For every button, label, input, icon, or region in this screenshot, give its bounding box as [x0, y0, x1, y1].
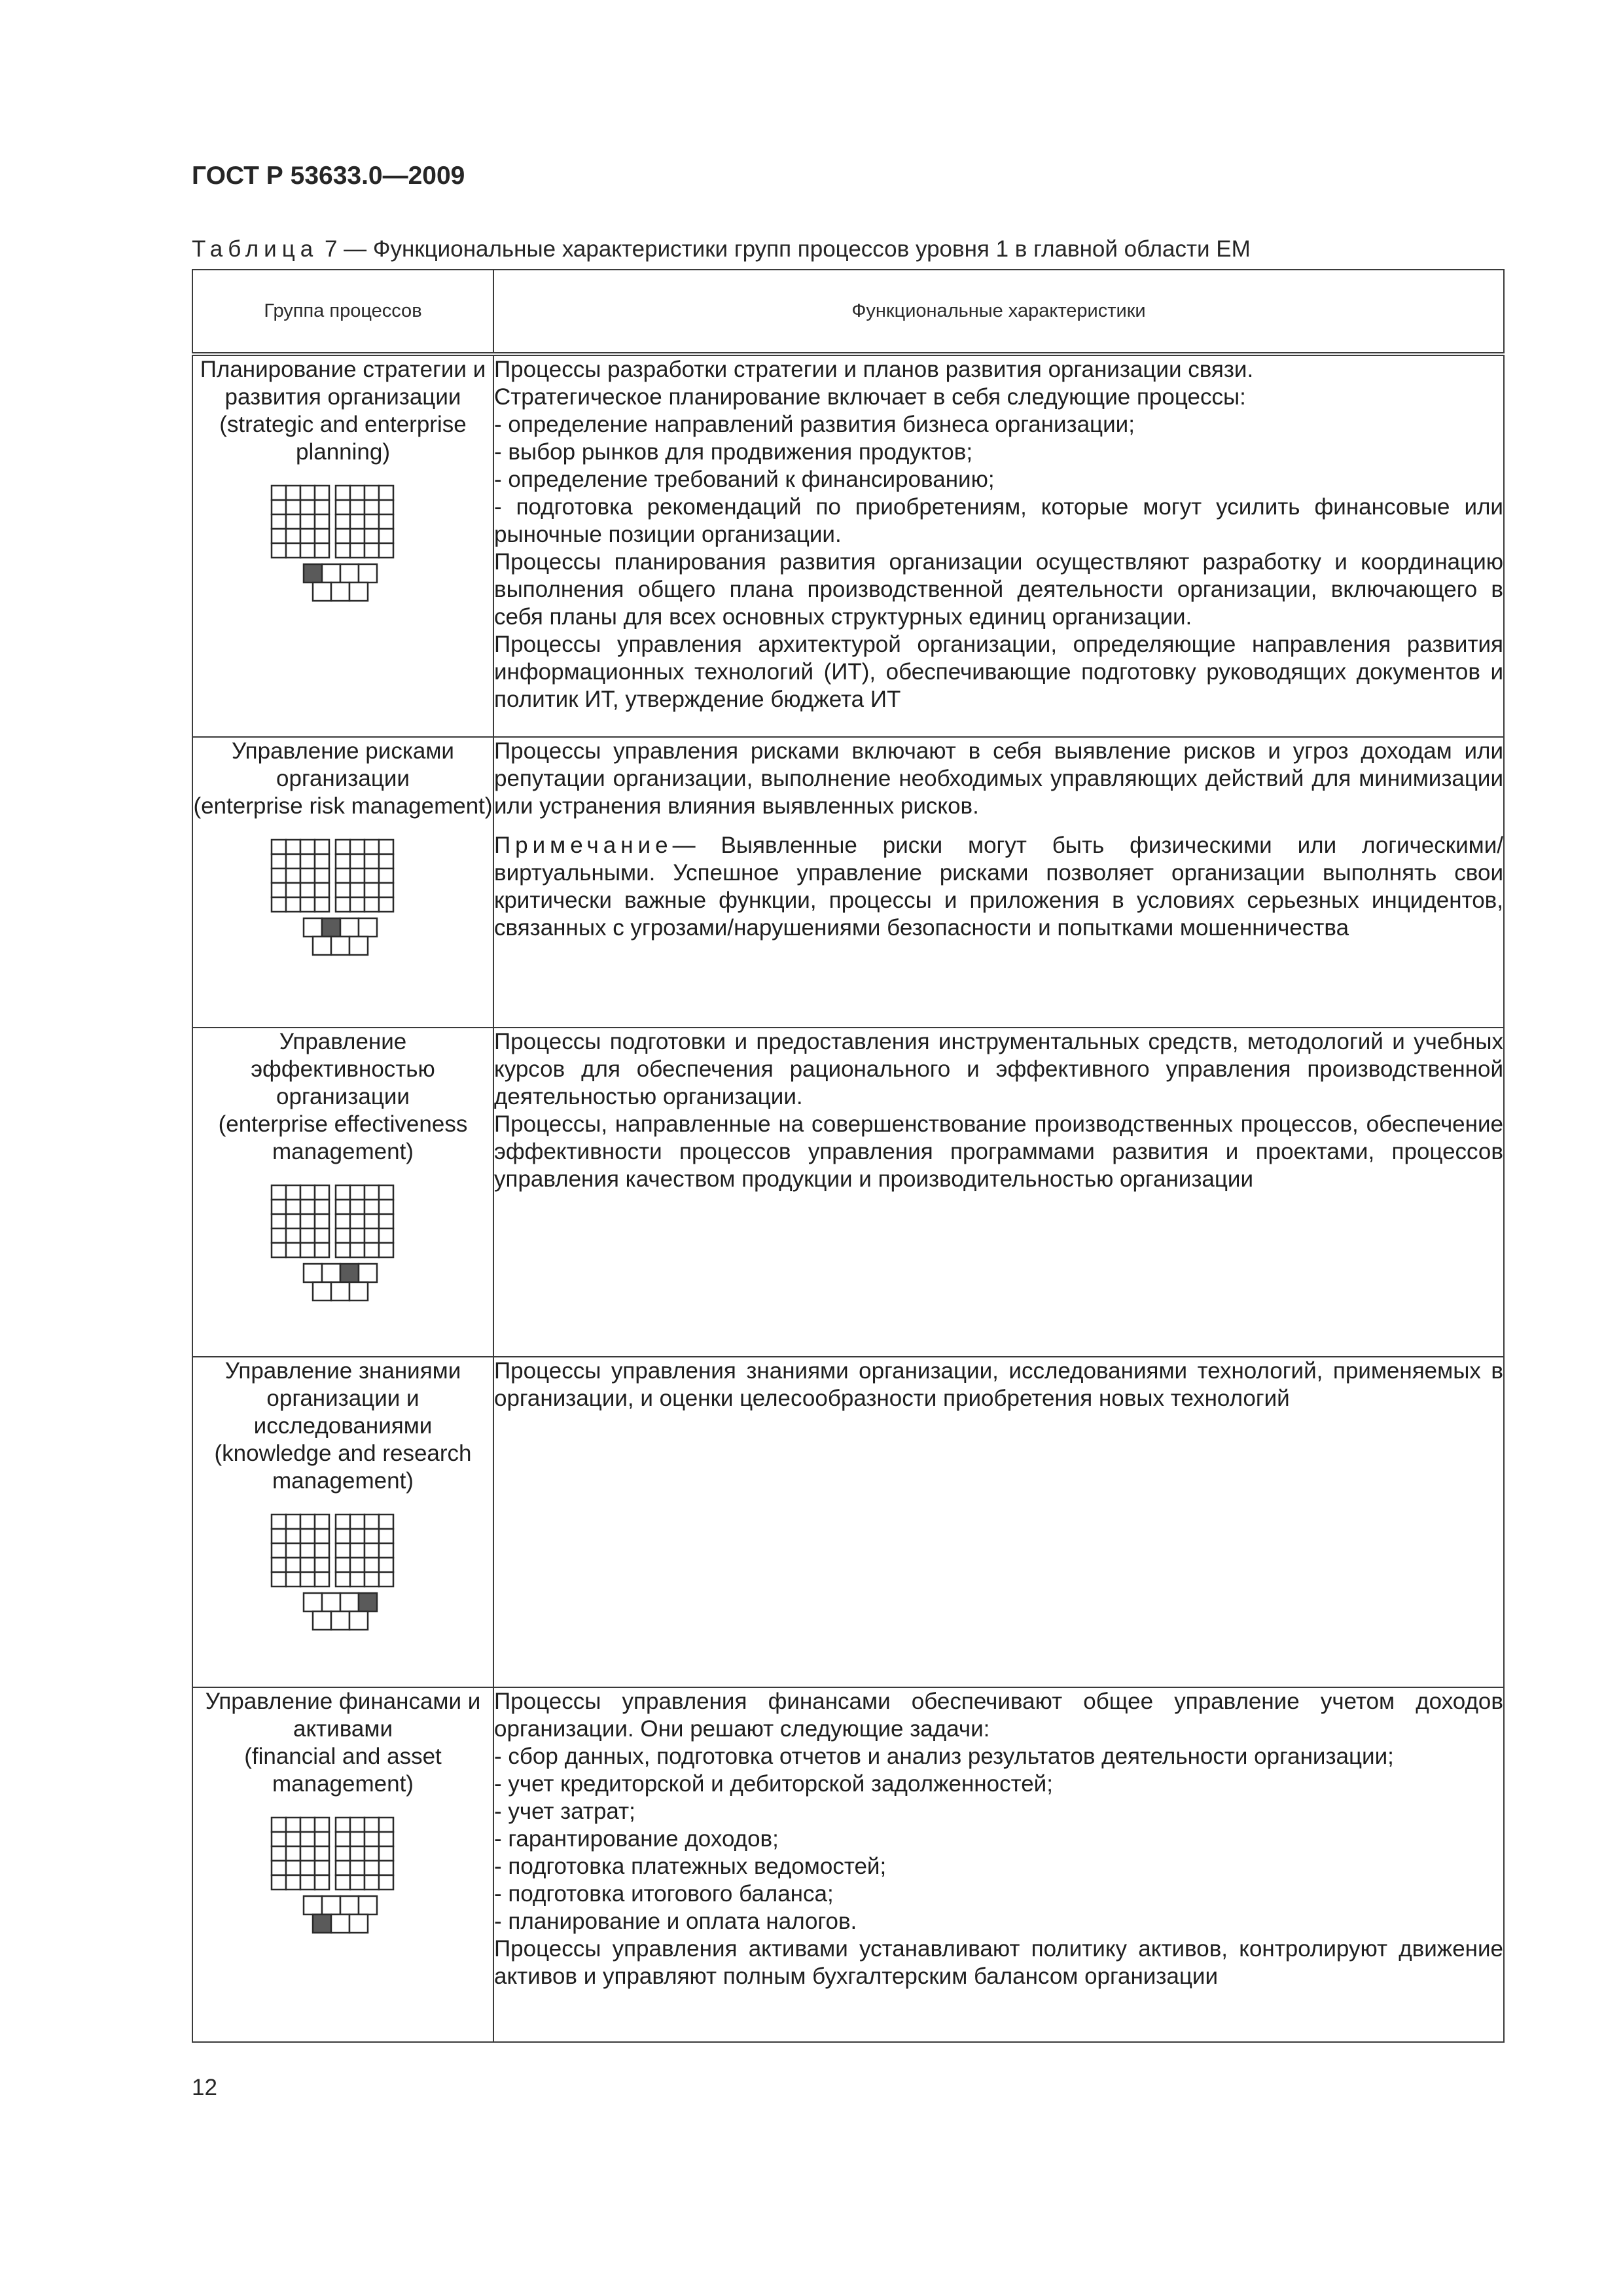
process-group-cell [192, 1687, 493, 2042]
note-label: Примечание [494, 833, 673, 858]
grid-cell [350, 1861, 365, 1875]
grid-cell [379, 869, 393, 883]
grid-cell [336, 883, 350, 897]
functional-characteristics-table [192, 269, 1505, 2043]
grid-cell [365, 1832, 379, 1846]
grid-cell [272, 1875, 286, 1890]
caption-title: — Функциональные характеристики групп процессов уровня 1 в главной области ЕМ [337, 236, 1251, 262]
note [494, 832, 1503, 942]
grid-cell [286, 897, 300, 912]
group-english-name: (enterprise effectiveness management) [218, 1111, 468, 1164]
process-map-icon [269, 1512, 417, 1638]
process-map-icon [269, 1183, 417, 1308]
grid-cell [336, 500, 350, 514]
grid-cell [300, 1543, 315, 1558]
paragraph: Процессы планирования развития организации осуществляют разработку и координацию выполнения общего плана производственной деятельности организации, включающего в себя планы для всех основных структурных единиц организации. [494, 549, 1503, 630]
list-item: - подготовка итогового баланса; [494, 1881, 834, 1907]
grid-cell [379, 1818, 393, 1832]
grid-cell [286, 1846, 300, 1861]
lower-cell [331, 937, 349, 955]
grid-cell [365, 500, 379, 514]
grid-cell [379, 854, 393, 869]
grid-cell [365, 897, 379, 912]
grid-cell [350, 1832, 365, 1846]
lower-cell [331, 1914, 349, 1933]
grid-cell [315, 1832, 329, 1846]
grid-cell [286, 1861, 300, 1875]
grid-cell [272, 1558, 286, 1572]
lower-cell [313, 1611, 331, 1630]
process-map-icon [269, 837, 417, 963]
grid-cell [379, 840, 393, 854]
grid-cell [350, 486, 365, 500]
grid-cell [350, 1543, 365, 1558]
lower-cell [331, 1611, 349, 1630]
grid-cell [315, 883, 329, 897]
paragraph: Процессы, направленные на совершенствование производственных процессов, обеспечение эффективности процессов управления программами развития и проектами, процессов управления качеством продукции и производительностью организации [494, 1111, 1503, 1192]
grid-cell [336, 854, 350, 869]
grid-cell [272, 1214, 286, 1229]
grid-cell [336, 869, 350, 883]
grid-cell [379, 1200, 393, 1214]
grid-cell [350, 1818, 365, 1832]
grid-cell [286, 529, 300, 543]
grid-cell [365, 1243, 379, 1257]
grid-cell [315, 486, 329, 500]
grid-cell [286, 1832, 300, 1846]
grid-cell [336, 1214, 350, 1229]
table-caption [192, 236, 1251, 262]
grid-cell [336, 1185, 350, 1200]
paragraph: Процессы управления финансами обеспечивают общее управление учетом доходов организации. Они решают следующие задачи: [494, 1689, 1503, 1742]
grid-cell [286, 1572, 300, 1587]
grid-cell [272, 869, 286, 883]
grid-cell [315, 543, 329, 558]
process-group-cell [192, 737, 493, 1028]
list-item: - учет затрат; [494, 1799, 635, 1824]
grid-cell [379, 1572, 393, 1587]
grid-cell [300, 1861, 315, 1875]
grid-cell [286, 1229, 300, 1243]
grid-cell [272, 897, 286, 912]
grid-cell [272, 1543, 286, 1558]
grid-cell [350, 1515, 365, 1529]
grid-cell [315, 1861, 329, 1875]
grid-cell [336, 1832, 350, 1846]
grid-cell [315, 500, 329, 514]
grid-cell [300, 1529, 315, 1543]
grid-cell [272, 1832, 286, 1846]
list-item: - подготовка рекомендаций по приобретениям, которые могут усилить финансовые или рыночные позиции организации. [494, 494, 1503, 547]
grid-cell [300, 1846, 315, 1861]
grid-cell [272, 486, 286, 500]
grid-cell [365, 869, 379, 883]
grid-cell [315, 529, 329, 543]
table-row [192, 1357, 1504, 1687]
grid-cell [365, 1515, 379, 1529]
grid-cell [379, 543, 393, 558]
grid-cell [365, 1861, 379, 1875]
group-name: Управление рисками организации [232, 738, 454, 791]
grid-cell [365, 854, 379, 869]
grid-cell [300, 1515, 315, 1529]
grid-cell [336, 1515, 350, 1529]
grid-cell [300, 883, 315, 897]
grid-cell [286, 840, 300, 854]
grid-cell [350, 1529, 365, 1543]
grid-cell [315, 840, 329, 854]
table-row [192, 737, 1504, 1028]
paragraph: Процессы подготовки и предоставления инструментальных средств, методологий и учебных курсов для обеспечения рационального и эффективного управления производственной деятельностью организации. [494, 1029, 1503, 1109]
table-row [192, 1028, 1504, 1357]
grid-cell [365, 514, 379, 529]
list-item: - учет кредиторской и дебиторской задолженностей; [494, 1771, 1053, 1797]
grid-cell [365, 1846, 379, 1861]
grid-cell [350, 1229, 365, 1243]
grid-cell [315, 1818, 329, 1832]
grid-cell [350, 1846, 365, 1861]
grid-cell [365, 1572, 379, 1587]
grid-cell [286, 1515, 300, 1529]
grid-cell [286, 500, 300, 514]
lower-cell [349, 1914, 368, 1933]
grid-cell [379, 500, 393, 514]
note-text: — Выявленные риски могут быть физическими или логическими/виртуальными. Успешное управление рисками позволяет организации выполнять свои критически важные функции, процессы и приложения в условиях серьезных инцидентов, связанных с угрозами/нарушениями безопасности и попытками мошенничества [494, 833, 1503, 941]
grid-cell [272, 854, 286, 869]
grid-cell [272, 1861, 286, 1875]
grid-cell [286, 1243, 300, 1257]
grid-cell [336, 1861, 350, 1875]
grid-cell [272, 1818, 286, 1832]
grid-cell [272, 1229, 286, 1243]
grid-cell [286, 1818, 300, 1832]
group-name: Управление финансами и активами [205, 1689, 481, 1742]
paragraph: Процессы разработки стратегии и планов развития организации связи. [494, 357, 1254, 382]
upper-cell [304, 1264, 322, 1282]
grid-cell [336, 1572, 350, 1587]
caption-label: Таблица [192, 236, 319, 262]
grid-cell [272, 1572, 286, 1587]
grid-cell [300, 486, 315, 500]
list-item: - выбор рынков для продвижения продуктов; [494, 439, 973, 465]
grid-cell [350, 529, 365, 543]
paragraph: Процессы управления активами устанавливают политику активов, контролируют движение активов и управляют полным бухгалтерским балансом организации [494, 1936, 1503, 1989]
grid-cell [286, 1200, 300, 1214]
grid-cell [315, 1200, 329, 1214]
grid-cell [379, 1214, 393, 1229]
grid-cell [350, 840, 365, 854]
grid-cell [300, 1558, 315, 1572]
grid-cell [336, 1875, 350, 1890]
grid-cell [300, 1214, 315, 1229]
grid-cell [365, 1818, 379, 1832]
table-row [192, 354, 1504, 737]
lower-cell [331, 583, 349, 601]
grid-cell [300, 1818, 315, 1832]
grid-cell [379, 1229, 393, 1243]
grid-cell [350, 869, 365, 883]
characteristics-cell [493, 1357, 1504, 1687]
grid-cell [336, 529, 350, 543]
grid-cell [286, 1529, 300, 1543]
group-name: Планирование стратегии и развития организации [200, 357, 486, 410]
grid-cell [379, 1832, 393, 1846]
process-group-cell [192, 1357, 493, 1687]
grid-cell [272, 1243, 286, 1257]
grid-cell [379, 1529, 393, 1543]
grid-cell [286, 1185, 300, 1200]
grid-cell [315, 1846, 329, 1861]
grid-cell [336, 486, 350, 500]
grid-cell [336, 1558, 350, 1572]
upper-cell [359, 1896, 377, 1914]
grid-cell [315, 1229, 329, 1243]
grid-cell [350, 1185, 365, 1200]
grid-cell [379, 883, 393, 897]
upper-cell [322, 1896, 340, 1914]
grid-cell [272, 1200, 286, 1214]
grid-cell [379, 1185, 393, 1200]
grid-cell [365, 1229, 379, 1243]
upper-cell [322, 564, 340, 583]
grid-cell [365, 1875, 379, 1890]
grid-cell [365, 1558, 379, 1572]
grid-cell [272, 529, 286, 543]
grid-cell [300, 1243, 315, 1257]
characteristics-cell [493, 1687, 1504, 2042]
characteristics-cell [493, 1028, 1504, 1357]
grid-cell [300, 854, 315, 869]
grid-cell [300, 1572, 315, 1587]
grid-cell [315, 1572, 329, 1587]
grid-cell [300, 500, 315, 514]
grid-cell [350, 1243, 365, 1257]
grid-cell [300, 1200, 315, 1214]
upper-cell [340, 564, 359, 583]
upper-cell [304, 564, 322, 583]
upper-cell [340, 1896, 359, 1914]
grid-cell [286, 1214, 300, 1229]
grid-cell [365, 1529, 379, 1543]
caption-number: 7 [324, 236, 338, 262]
grid-cell [272, 883, 286, 897]
grid-cell [315, 1558, 329, 1572]
grid-cell [315, 1243, 329, 1257]
grid-cell [365, 486, 379, 500]
page-number: 12 [192, 2075, 217, 2100]
lower-cell [313, 583, 331, 601]
grid-cell [350, 1214, 365, 1229]
grid-cell [315, 869, 329, 883]
grid-cell [379, 486, 393, 500]
lower-cell [313, 1914, 331, 1933]
grid-cell [272, 840, 286, 854]
lower-cell [349, 1282, 368, 1300]
grid-cell [272, 514, 286, 529]
grid-cell [336, 1846, 350, 1861]
grid-cell [315, 1185, 329, 1200]
grid-cell [365, 529, 379, 543]
upper-cell [359, 1593, 377, 1611]
grid-cell [379, 1243, 393, 1257]
paragraph: Стратегическое планирование включает в себя следующие процессы: [494, 384, 1246, 410]
grid-cell [286, 854, 300, 869]
upper-cell [359, 918, 377, 937]
list-item: - планирование и оплата налогов. [494, 1909, 857, 1934]
grid-cell [315, 1515, 329, 1529]
grid-cell [365, 1185, 379, 1200]
upper-cell [359, 1264, 377, 1282]
characteristics-cell [493, 354, 1504, 737]
group-english-name: (enterprise risk management) [193, 793, 493, 819]
grid-cell [336, 1529, 350, 1543]
grid-cell [350, 1875, 365, 1890]
grid-cell [379, 529, 393, 543]
grid-cell [272, 543, 286, 558]
grid-cell [286, 486, 300, 500]
grid-cell [300, 529, 315, 543]
grid-cell [300, 514, 315, 529]
upper-cell [322, 1264, 340, 1282]
grid-cell [272, 500, 286, 514]
grid-cell [315, 854, 329, 869]
grid-cell [350, 1558, 365, 1572]
grid-cell [336, 1200, 350, 1214]
grid-cell [286, 1558, 300, 1572]
grid-cell [315, 1875, 329, 1890]
document-code: ГОСТ Р 53633.0—2009 [192, 162, 465, 190]
grid-cell [350, 1200, 365, 1214]
grid-cell [365, 1214, 379, 1229]
grid-cell [365, 543, 379, 558]
process-group-cell [192, 354, 493, 737]
grid-cell [286, 514, 300, 529]
lower-cell [349, 937, 368, 955]
grid-cell [379, 897, 393, 912]
list-item: - определение требований к финансированию; [494, 467, 995, 492]
grid-cell [379, 1875, 393, 1890]
grid-cell [365, 1200, 379, 1214]
grid-cell [336, 1243, 350, 1257]
group-english-name: (knowledge and research management) [214, 1441, 472, 1494]
grid-cell [336, 1229, 350, 1243]
lower-cell [331, 1282, 349, 1300]
grid-cell [315, 1543, 329, 1558]
paragraph: Процессы управления знаниями организации, исследованиями технологий, применяемых в организации, и оценки целесообразности приобретения новых технологий [494, 1358, 1503, 1411]
header-characteristics: Функциональные характеристики [493, 270, 1504, 354]
grid-cell [365, 840, 379, 854]
upper-cell [304, 1593, 322, 1611]
upper-cell [322, 918, 340, 937]
grid-cell [350, 883, 365, 897]
grid-cell [272, 1529, 286, 1543]
lower-cell [313, 937, 331, 955]
grid-cell [365, 883, 379, 897]
grid-cell [272, 1185, 286, 1200]
grid-cell [336, 840, 350, 854]
grid-cell [336, 1818, 350, 1832]
grid-cell [300, 1875, 315, 1890]
grid-cell [379, 1558, 393, 1572]
grid-cell [286, 869, 300, 883]
upper-cell [359, 564, 377, 583]
upper-cell [340, 918, 359, 937]
grid-cell [379, 1543, 393, 1558]
grid-cell [300, 1229, 315, 1243]
list-item: - определение направлений развития бизнеса организации; [494, 412, 1135, 437]
grid-cell [336, 897, 350, 912]
grid-cell [350, 1572, 365, 1587]
grid-cell [350, 514, 365, 529]
grid-cell [350, 543, 365, 558]
paragraph: Процессы управления рисками включают в себя выявление рисков и угроз доходам или репутации организации, выполнение необходимых управляющих действий для минимизации или устранения влияния выявленных рисков. [494, 738, 1503, 819]
lower-cell [349, 583, 368, 601]
grid-cell [272, 1515, 286, 1529]
grid-cell [300, 869, 315, 883]
grid-cell [379, 1515, 393, 1529]
grid-cell [300, 1832, 315, 1846]
upper-cell [304, 918, 322, 937]
lower-cell [313, 1282, 331, 1300]
grid-cell [300, 543, 315, 558]
grid-cell [315, 514, 329, 529]
grid-cell [300, 840, 315, 854]
grid-cell [336, 1543, 350, 1558]
group-english-name: (strategic and enterprise planning) [219, 412, 467, 465]
grid-cell [379, 1861, 393, 1875]
grid-cell [379, 514, 393, 529]
upper-cell [322, 1593, 340, 1611]
upper-cell [304, 1896, 322, 1914]
table-row [192, 1687, 1504, 2042]
list-item: - сбор данных, подготовка отчетов и анализ результатов деятельности организации; [494, 1744, 1394, 1769]
lower-cell [349, 1611, 368, 1630]
grid-cell [315, 897, 329, 912]
process-map-icon [269, 1815, 417, 1941]
process-map-icon [269, 483, 417, 609]
grid-cell [286, 1875, 300, 1890]
group-name: Управление эффективностью организации [251, 1029, 435, 1109]
list-item: - подготовка платежных ведомостей; [494, 1854, 887, 1879]
header-process-group: Группа процессов [192, 270, 493, 354]
grid-cell [300, 1185, 315, 1200]
grid-cell [300, 897, 315, 912]
grid-cell [315, 1529, 329, 1543]
table-header-row [192, 270, 1504, 354]
grid-cell [272, 1846, 286, 1861]
grid-cell [315, 1214, 329, 1229]
characteristics-cell [493, 737, 1504, 1028]
grid-cell [336, 543, 350, 558]
paragraph: Процессы управления архитектурой организации, определяющие направления развития информационных технологий (ИТ), обеспечивающие подготовку руководящих документов и политик ИТ, утверждение бюджета ИТ [494, 632, 1503, 712]
grid-cell [286, 1543, 300, 1558]
grid-cell [336, 514, 350, 529]
list-item: - гарантирование доходов; [494, 1826, 779, 1852]
process-group-cell [192, 1028, 493, 1357]
grid-cell [379, 1846, 393, 1861]
group-english-name: (financial and asset management) [244, 1744, 442, 1797]
group-name: Управление знаниями организации и исследованиями [224, 1358, 461, 1439]
grid-cell [365, 1543, 379, 1558]
grid-cell [350, 500, 365, 514]
upper-cell [340, 1593, 359, 1611]
grid-cell [350, 897, 365, 912]
grid-cell [286, 883, 300, 897]
grid-cell [286, 543, 300, 558]
grid-cell [350, 854, 365, 869]
upper-cell [340, 1264, 359, 1282]
